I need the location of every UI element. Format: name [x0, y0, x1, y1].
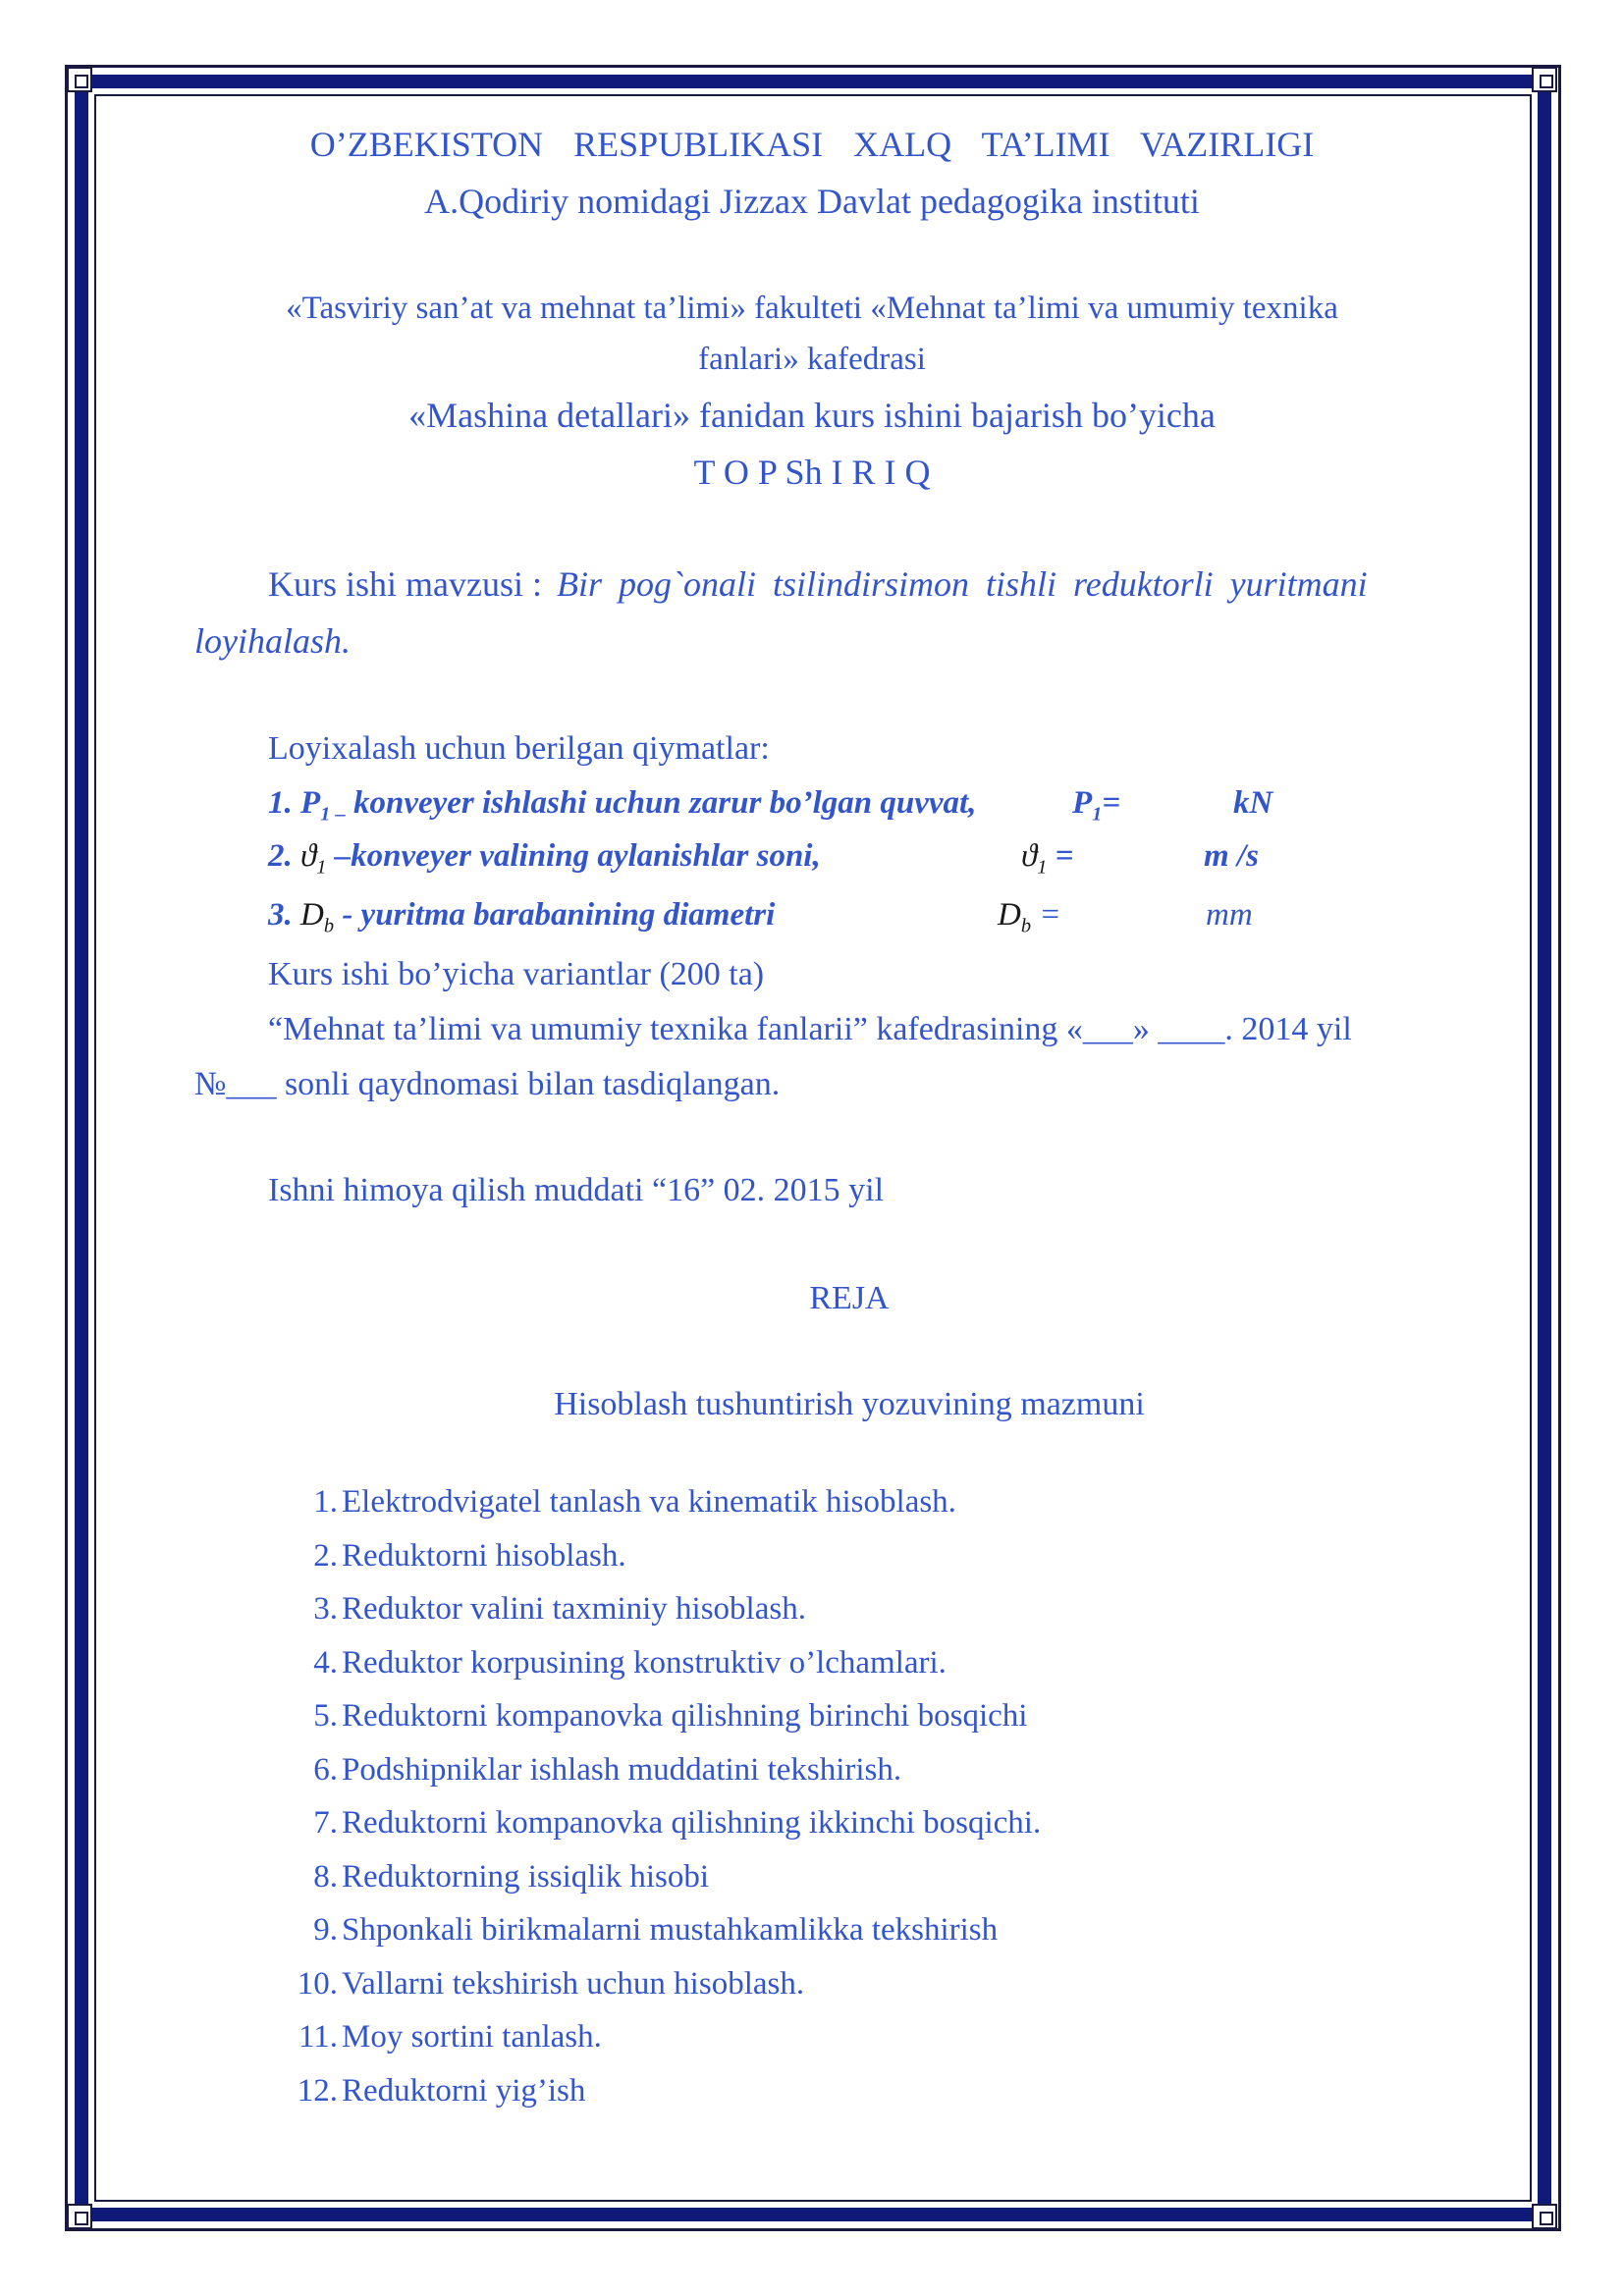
faculty-line-2: fanlari» kafedrasi: [698, 342, 926, 377]
approval-line-1: “Mehnat ta’limi va umumiy texnika fanlarii” kafedrasining «___» ____. 2014 yil: [268, 1011, 1352, 1047]
subject-line: «Mashina detallari» fanidan kurs ishini bajarish bo’yicha: [408, 396, 1216, 435]
given-item-2: 2. $ϑ_1$ –konveyer valining aylanishlar soni,: [268, 838, 821, 879]
given-item-2-unit: m /s: [1204, 838, 1259, 874]
document-title: T O P Sh I R I Q: [693, 453, 931, 492]
deadline-line: Ishni himoya qilish muddati “16” 02. 2015 yil: [268, 1172, 885, 1208]
given-heading: Loyixalash uchun berilgan qiymatlar:: [268, 730, 770, 767]
ministry-heading: O’ZBEKISTON RESPUBLIKASI XALQ TA’LIMI VAZIRLIGI: [309, 125, 1315, 164]
topic-value-cont: loyihalash.: [194, 621, 351, 661]
plan-title: REJA: [809, 1280, 890, 1316]
given-item-3: 3. $D_b$ - yuritma barabanining diametri: [268, 897, 776, 937]
given-item-1-unit: kN: [1233, 785, 1273, 821]
corner-ornament: [67, 2204, 92, 2229]
variants-line: Kurs ishi bo’yicha variantlar (200 ta): [268, 956, 765, 992]
approval-line-2: №___ sonli qaydnomasi bilan tasdiqlangan.: [194, 1066, 781, 1102]
plan-subtitle: Hisoblash tushuntirish yozuvining mazmuni: [554, 1386, 1145, 1422]
corner-ornament: [1532, 2204, 1557, 2229]
corner-ornament: [67, 67, 92, 92]
corner-ornament: [1532, 67, 1557, 92]
given-item-3-symbol: $D_b$ =: [998, 897, 1061, 937]
topic-line: [268, 563, 1368, 605]
faculty-line-1: «Tasviriy san’at va mehnat ta’limi» fakulteti «Mehnat ta’limi va umumiy texnika: [286, 291, 1338, 326]
topic-value: Bir pog`onali tsilindirsimon tishli reduktorli yuritmani: [556, 564, 1368, 604]
given-item-1: 1. $P_{1 -}$ konveyer ishlashi uchun zarur bo’lgan quvvat,: [268, 785, 977, 826]
given-item-2-symbol: $ϑ_1$ =: [1021, 838, 1074, 879]
institute-heading: A.Qodiriy nomidagi Jizzax Davlat pedagogika instituti: [424, 182, 1200, 221]
given-item-1-symbol: $P_1=$: [1072, 785, 1121, 826]
topic-label: Kurs ishi mavzusi :: [268, 564, 542, 604]
given-item-3-unit: mm: [1206, 897, 1253, 933]
